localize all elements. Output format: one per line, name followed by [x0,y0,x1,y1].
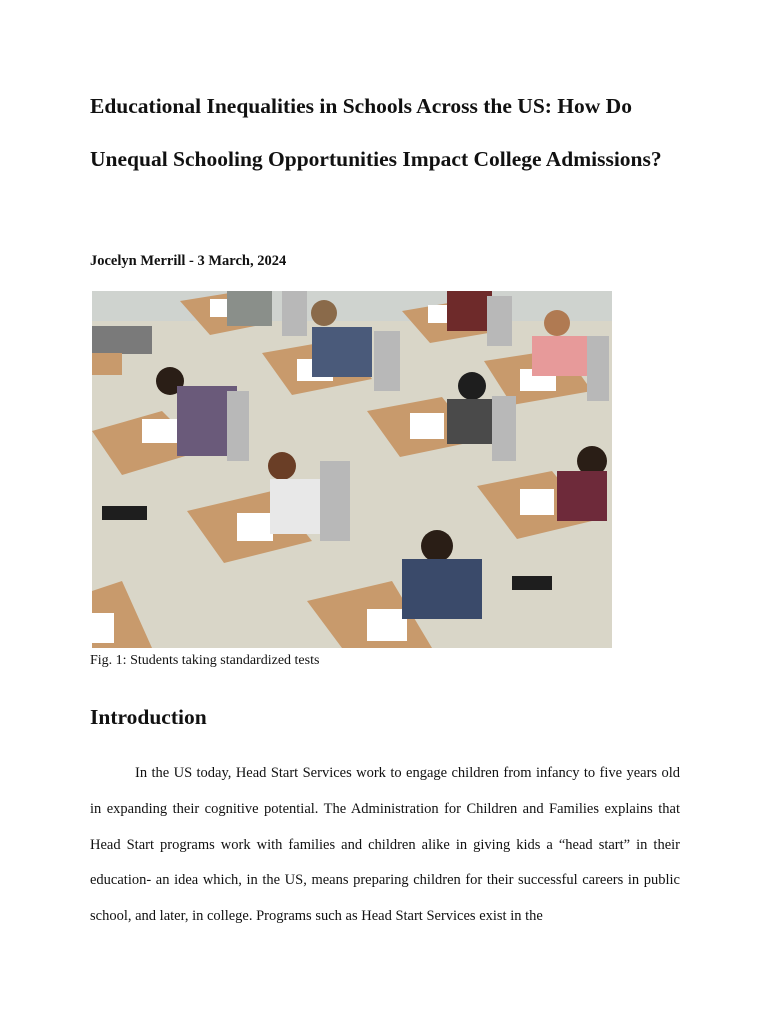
student-head [311,300,337,326]
chair [492,396,516,461]
back-wall [92,291,612,321]
student-figure [447,291,492,331]
paper [520,489,554,515]
figure-caption: Fig. 1: Students taking standardized tests [90,653,320,668]
student-shoes [512,576,552,590]
student-head [421,530,453,562]
chair [227,391,249,461]
classroom-photo [92,291,612,648]
section-heading: Introduction [90,705,207,729]
student-head [458,372,486,400]
student-figure [312,327,372,377]
body-paragraph: In the US today, Head Start Services work to engage children from infancy to five years old in expanding their cognitive potential. The Administration for Children and Families explains that Head Start programs work with families and children alike in giving kids a “head start” in their education- an idea which, in the US, means preparing children for their successful careers in public school, and later, in college. Programs such as Head Start Services exist in the [90,765,680,925]
paper [142,419,178,443]
student-shoes [102,506,147,520]
document-title: Educational Inequalities in Schools Across the US: How Do Unequal Schooling Opportunities Impact College Admissions? [90,94,662,171]
desk [92,353,122,375]
paper [92,613,114,643]
student-figure [402,559,482,619]
student-figure [92,326,152,354]
chair [374,331,400,391]
classroom-photo-illustration [92,291,612,648]
chair [587,336,609,401]
chair [320,461,350,541]
chair [487,296,512,346]
student-figure [447,399,497,444]
paper [367,609,407,641]
student-head [268,452,296,480]
student-figure [532,336,587,376]
author-date-byline: Jocelyn Merrill - 3 March, 2024 [90,253,287,269]
chair [282,291,307,336]
student-figure [557,471,607,521]
paper [237,513,273,541]
student-figure [227,291,272,326]
student-figure [270,479,325,534]
student-head [544,310,570,336]
paper [410,413,444,439]
